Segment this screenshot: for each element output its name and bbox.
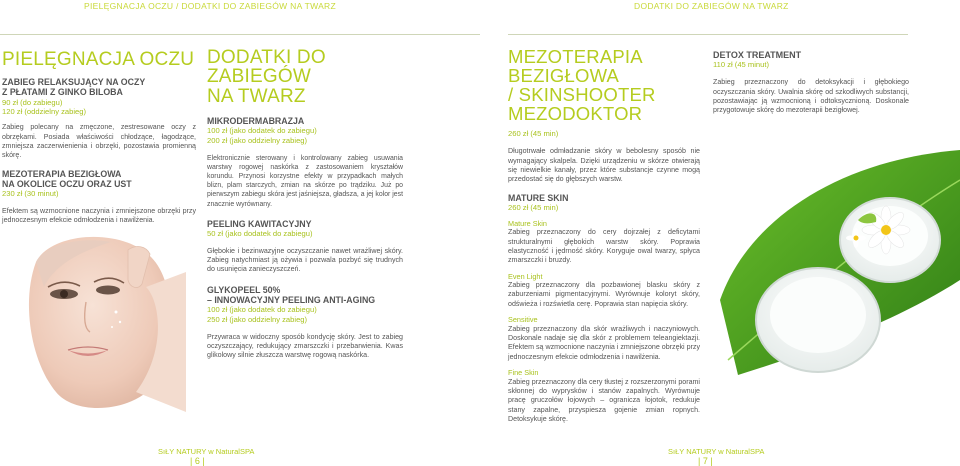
section-title-mesotherapy: MEZOTERAPIA <box>508 46 643 67</box>
section-title-addons-2: NA TWARZ <box>207 85 306 107</box>
description: Głębokie i bezinwazyjne oczyszczanie nawet wrażliwej skóry. Zabieg natychmiast ją ożywia i pozwala pozbyć się trudnych do usunięcia zanieczyszczeń. <box>207 246 403 274</box>
list-item <box>508 368 700 424</box>
variant-name: Fine Skin <box>508 368 539 378</box>
woman-face-image <box>16 232 186 412</box>
running-header-right: DODATKI DO ZABIEGÓW NA TWARZ <box>634 1 789 11</box>
price: 120 zł (oddzielny zabieg) <box>2 107 87 117</box>
column-detox <box>713 50 909 116</box>
price: 200 zł (jako oddzielny zabieg) <box>207 136 308 146</box>
section-title-mesotherapy-3: / SKINSHOOTER <box>508 83 656 105</box>
variant-description: Zabieg przeznaczony do cery dojrzałej z deficytami strukturalnymi głębokich warstw skóry. Poprawia elastyczność i jędrność skóry. Koryguje owal twarzy, spłyca zmarszczki i bruzdy. <box>508 228 700 265</box>
price: 100 zł (jako dodatek do zabiegu) <box>207 304 317 314</box>
description: Zabieg polecany na zmęczone, zestresowane oczy z obrzękami. Posiada właściwości chłodzące, łagodzące, zmniejsza zaczerwienienia i obrzęki, pozostawia promienną skórę. <box>2 123 196 160</box>
treatment-title: PEELING KAWITACYJNY <box>207 218 312 229</box>
variant-name: Even Light <box>508 271 543 281</box>
price: 50 zł (jako dodatek do zabiegu) <box>207 228 313 238</box>
description: Elektronicznie sterowany i kontrolowany zabieg usuwania warstwy rogowej naskórka z zastosowaniem kryształów korundu. Przynosi korzystne efekty w przypadkach małych blizn, plam starczych, zmian na skórze po trądziku. Już po pierwszym zabiegu skóra jest jaśniejsza, gładsza, a jej kolor jest znacznie wyrównany. <box>207 154 403 208</box>
list-item <box>508 272 700 310</box>
treatment-title: MEZOTERAPIA BEZIGŁOWA <box>2 168 122 179</box>
variant-description: Zabieg przeznaczony dla skór wrażliwych i naczyniowych. Doskonale nadaje się dla skór z problemem teleangiektazji. Efektem są wzmocnione naczynia i zmniejszone obrzęki przy jednoczesnym efekcie odmłodzenia i nawilżenia. <box>508 324 701 361</box>
price: 100 zł (jako dodatek do zabiegu) <box>207 126 317 136</box>
page-number-left: | 6 | <box>190 456 205 466</box>
treatment-title: MIKRODERMABRAZJA <box>207 116 305 127</box>
variant-description: Zabieg przeznaczony dla pozbawionej blasku skóry z zaburzeniami pigmentacyjnymi. Wyrównuje koloryt skóry, odświeża i rozświetla cerę. Poprawia stan napięcia skóry. <box>508 281 700 308</box>
description: Zabieg przeznaczony do detoksykacji i głębokiego oczyszczania skóry. Uwalnia skórę od szkodliwych substancji, pozostawiając ją wzmocnioną i odtoksycznioną. Doskonale przygotowuje skórę do mezoterapii bezigłowej. <box>713 78 909 115</box>
treatment-title: Z PŁATAMI Z GINKO BILOBA <box>2 87 123 98</box>
column-facial-addons <box>207 48 403 361</box>
description: Przywraca w widoczny sposób kondycję skóry. Jest to zabieg oczyszczający, redukujący zmarszczki i przebarwienia. Kwas glikolowy silnie złuszcza warstwę rogową naskórka. <box>207 332 403 360</box>
description: Efektem są wzmocnione naczynia i zmniejszone obrzęki przy jednoczesnym efekcie odmłodzenia i nawilżenia. <box>2 206 196 225</box>
price: 260 zł (45 min) <box>508 202 559 212</box>
section-title-addons: DODATKI DO ZABIEGÓW <box>207 47 326 88</box>
list-item <box>508 315 700 362</box>
price: 110 zł (45 minut) <box>713 60 769 70</box>
variant-name: Sensitive <box>508 315 538 325</box>
section-title-mesotherapy-4: MEZODOKTOR <box>508 102 643 124</box>
treatment-title: – INNOWACYJNY PEELING ANTI-AGING <box>207 294 376 305</box>
footer-brand: SıŁY NATURY w NaturalSPA <box>158 447 255 456</box>
page-number-right: | 7 | <box>698 456 713 466</box>
cream-jar-image <box>708 150 960 380</box>
list-item <box>508 219 700 266</box>
treatment-title: MATURE SKIN <box>508 192 569 203</box>
divider-right <box>508 34 908 35</box>
section-title-mesotherapy-2: BEZIGŁOWA <box>508 64 620 86</box>
price: 250 zł (jako oddzielny zabieg) <box>207 314 308 324</box>
price: 90 zł (do zabiegu) <box>2 97 63 107</box>
treatment-title: DETOX TREATMENT <box>713 50 802 60</box>
treatment-title: GLYKOPEEL 50% <box>207 284 281 295</box>
section-title-eye-care: PIELĘGNACJA OCZU <box>2 49 195 70</box>
treatment-title: NA OKOLICE OCZU ORAZ UST <box>2 178 132 189</box>
treatment-title: ZABIEG RELAKSUJĄCY NA OCZY <box>2 77 146 88</box>
footer-left <box>158 447 254 456</box>
column-mesotherapy <box>508 48 700 424</box>
divider-left <box>0 34 480 35</box>
variant-name: Mature Skin <box>508 218 547 228</box>
price: 230 zł (30 minut) <box>2 188 59 198</box>
variant-description: Zabieg przeznaczony dla cery tłustej z rozszerzonymi porami skłonnej do wyprysków i stanów zapalnych. Wyrównuje pracę gruczołów łojowych – ogranicza łojotok, redukuje stany zapalne, przyspiesza gojenie zmian ropnych. Detoksykuje skórę. <box>508 377 700 424</box>
footer-brand: SıŁY NATURY w NaturalSPA <box>668 447 765 456</box>
footer-right <box>668 447 764 456</box>
column-eye-care <box>2 50 196 226</box>
description: Długotrwałe odmładzanie skóry w bebolesny sposób nie wymagający skalpela. Dzięki urządzeniu w skórze otwierają się niewielkie kanały, przez które substancje czynne mogą przedostać się do głębszych warstw. <box>508 147 700 184</box>
price: 260 zł (45 min) <box>508 129 559 139</box>
running-header-left: PIELĘGNACJA OCZU / DODATKI DO ZABIEGÓW NA TWARZ <box>84 1 336 11</box>
